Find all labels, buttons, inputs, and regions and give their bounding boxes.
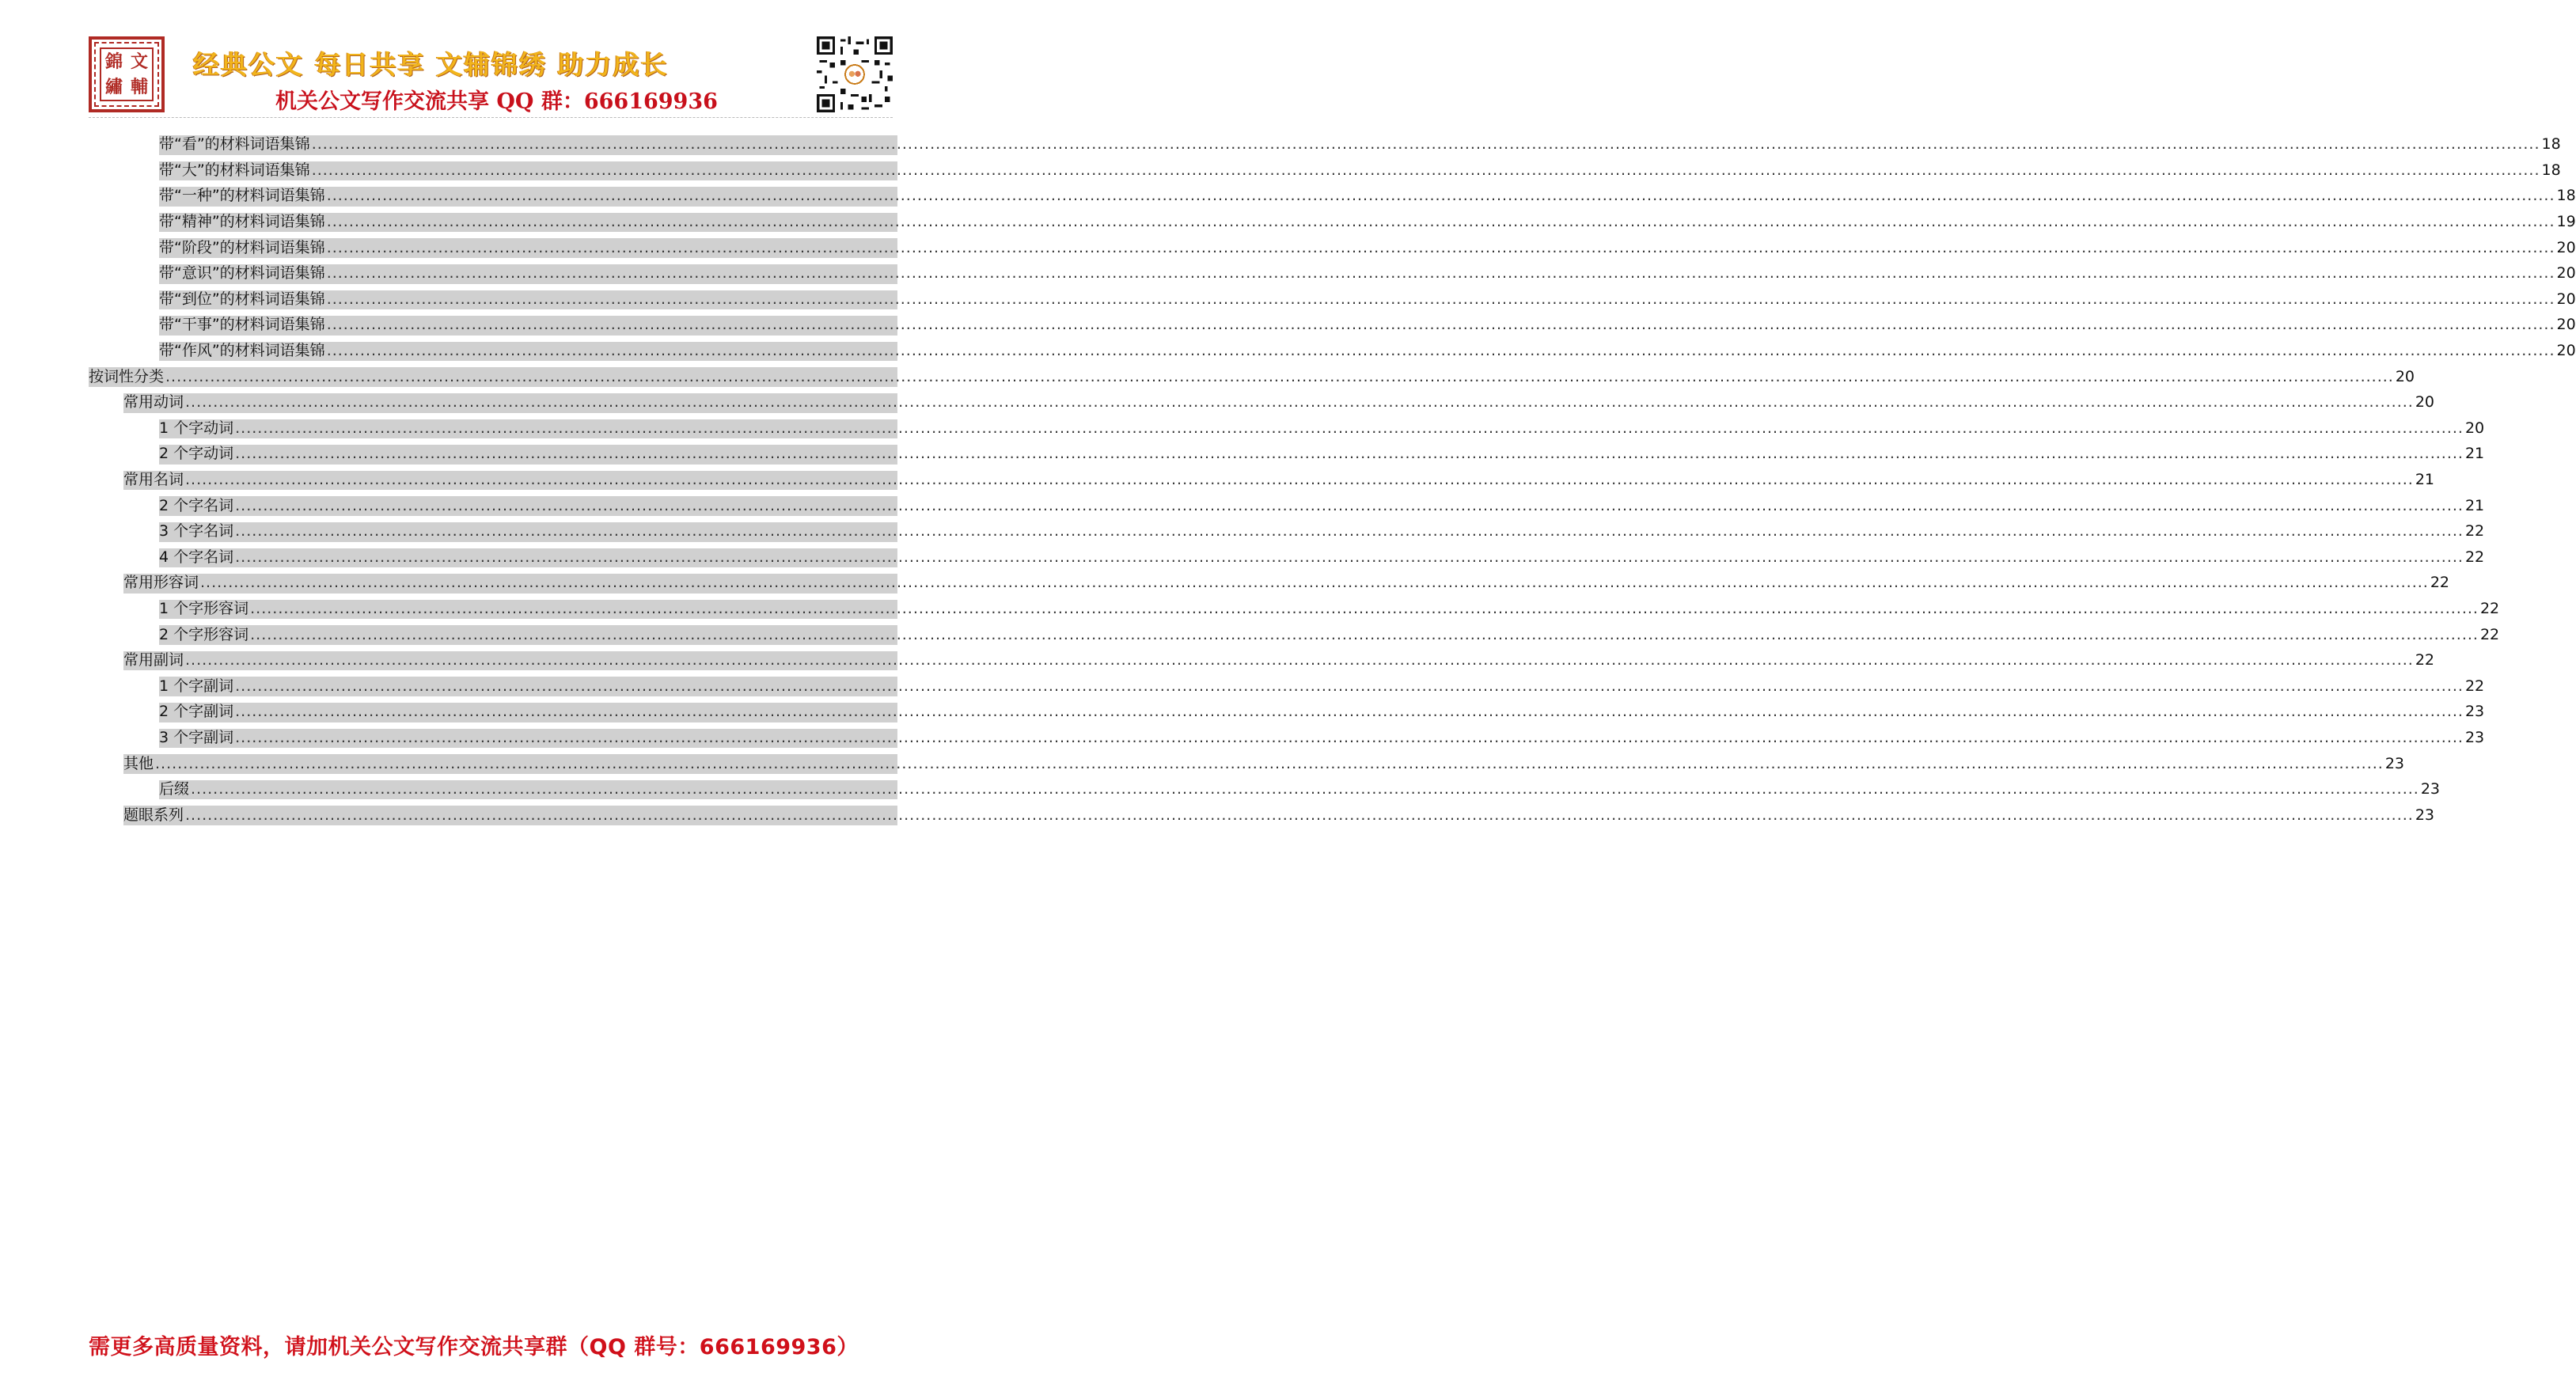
toc-entry-title: 按词性分类 <box>89 367 165 385</box>
toc-entry[interactable] <box>89 673 2485 699</box>
toc-entry[interactable] <box>89 596 2500 622</box>
toc-dot-leader: ................................................................................................................................................................................................................................................................................................................................................................................................................ <box>185 393 2414 411</box>
toc-dot-leader: ................................................................................................................................................................................................................................................................................................................................................................................................................ <box>326 264 2555 283</box>
toc-entry[interactable] <box>89 492 2485 518</box>
toc-entry-title: 常用动词 <box>123 393 184 411</box>
toc-entry-page-number: 20 <box>2415 393 2435 411</box>
toc-entry[interactable] <box>89 776 2441 802</box>
toc-dot-leader: ................................................................................................................................................................................................................................................................................................................................................................................................................ <box>326 238 2555 256</box>
toc-entry-page-number: 23 <box>2420 780 2441 798</box>
toc-entry[interactable] <box>89 131 2561 157</box>
toc-entry[interactable] <box>89 338 2576 364</box>
toc-entry-title: 其他 <box>123 754 154 772</box>
toc-entry-title: 1 个字动词 <box>159 419 234 437</box>
seal-char: 文 <box>130 51 148 72</box>
toc-dot-leader: ................................................................................................................................................................................................................................................................................................................................................................................................................ <box>235 728 2464 746</box>
seal-char: 錦 <box>104 51 123 72</box>
toc-dot-leader: ................................................................................................................................................................................................................................................................................................................................................................................................................ <box>326 213 2555 231</box>
toc-entry-page-number: 23 <box>2415 806 2435 824</box>
toc-entry-title: 带“阶段”的材料词语集锦 <box>159 238 325 256</box>
table-of-contents <box>89 131 2576 828</box>
toc-entry-page-number: 22 <box>2464 548 2485 566</box>
toc-dot-leader: ................................................................................................................................................................................................................................................................................................................................................................................................................ <box>235 677 2464 695</box>
toc-entry-page-number: 20 <box>2395 367 2415 385</box>
toc-entry-page-number: 22 <box>2415 651 2435 669</box>
toc-entry-page-number: 20 <box>2556 264 2576 283</box>
toc-dot-leader: ................................................................................................................................................................................................................................................................................................................................................................................................................ <box>326 316 2555 334</box>
qr-code-icon <box>817 36 893 112</box>
toc-entry[interactable] <box>89 260 2576 286</box>
toc-dot-leader: ................................................................................................................................................................................................................................................................................................................................................................................................................ <box>326 290 2555 308</box>
toc-entry-page-number: 20 <box>2556 342 2576 360</box>
toc-entry[interactable] <box>89 647 2435 673</box>
toc-entry-title: 带“干事”的材料词语集锦 <box>159 316 325 334</box>
seal-logo <box>89 36 165 112</box>
toc-dot-leader: ................................................................................................................................................................................................................................................................................................................................................................................................................ <box>165 367 2394 385</box>
toc-entry-page-number: 22 <box>2430 574 2450 592</box>
toc-entry-title: 3 个字名词 <box>159 522 234 540</box>
toc-entry-title: 后缀 <box>159 780 190 798</box>
toc-entry[interactable] <box>89 312 2576 338</box>
toc-entry[interactable] <box>89 621 2500 647</box>
toc-entry[interactable] <box>89 725 2485 751</box>
toc-dot-leader: ................................................................................................................................................................................................................................................................................................................................................................................................................ <box>311 135 2540 154</box>
toc-dot-leader: ................................................................................................................................................................................................................................................................................................................................................................................................................ <box>200 574 2429 592</box>
toc-entry-page-number: 22 <box>2479 625 2500 643</box>
toc-entry-title: 2 个字副词 <box>159 703 234 721</box>
toc-entry[interactable] <box>89 802 2435 828</box>
toc-entry[interactable] <box>89 570 2450 596</box>
toc-entry[interactable] <box>89 544 2485 571</box>
toc-entry-title: 2 个字动词 <box>159 445 234 463</box>
toc-entry-page-number: 20 <box>2556 316 2576 334</box>
toc-entry-page-number: 20 <box>2556 238 2576 256</box>
toc-entry-title: 常用名词 <box>123 471 184 489</box>
toc-entry-page-number: 21 <box>2464 445 2485 463</box>
toc-entry-page-number: 22 <box>2479 599 2500 617</box>
toc-entry-page-number: 18 <box>2556 187 2576 205</box>
toc-dot-leader: ................................................................................................................................................................................................................................................................................................................................................................................................................ <box>235 522 2464 540</box>
toc-dot-leader: ................................................................................................................................................................................................................................................................................................................................................................................................................ <box>326 187 2555 205</box>
toc-entry-title: 1 个字形容词 <box>159 599 249 617</box>
toc-entry[interactable] <box>89 209 2576 235</box>
toc-entry[interactable] <box>89 183 2576 209</box>
toc-entry-title: 带“到位”的材料词语集锦 <box>159 290 325 308</box>
toc-entry-title: 2 个字名词 <box>159 496 234 514</box>
toc-dot-leader: ................................................................................................................................................................................................................................................................................................................................................................................................................ <box>235 445 2464 463</box>
toc-dot-leader: ................................................................................................................................................................................................................................................................................................................................................................................................................ <box>191 780 2419 798</box>
toc-entry[interactable] <box>89 389 2435 415</box>
toc-entry-title: 带“看”的材料词语集锦 <box>159 135 310 154</box>
seal-char: 輔 <box>130 77 148 97</box>
toc-entry-page-number: 21 <box>2464 496 2485 514</box>
toc-dot-leader: ................................................................................................................................................................................................................................................................................................................................................................................................................ <box>235 548 2464 566</box>
header-slogan: 经典公文 每日共享 文辅锦绣 助力成长 <box>193 49 669 80</box>
toc-entry-title: 4 个字名词 <box>159 548 234 566</box>
toc-entry-page-number: 20 <box>2464 419 2485 437</box>
toc-entry[interactable] <box>89 467 2435 493</box>
toc-entry-title: 常用形容词 <box>123 574 199 592</box>
seal-characters <box>100 47 154 101</box>
toc-entry[interactable] <box>89 518 2485 544</box>
toc-entry-title: 带“意识”的材料词语集锦 <box>159 264 325 283</box>
toc-dot-leader: ................................................................................................................................................................................................................................................................................................................................................................................................................ <box>250 599 2479 617</box>
toc-entry-page-number: 21 <box>2415 471 2435 489</box>
footer-promo: 需更多高质量资料，请加机关公文写作交流共享群（QQ 群号：666169936） <box>89 1335 859 1360</box>
toc-entry[interactable] <box>89 234 2576 260</box>
toc-entry-title: 常用副词 <box>123 651 184 669</box>
toc-dot-leader: ................................................................................................................................................................................................................................................................................................................................................................................................................ <box>250 625 2479 643</box>
toc-entry-title: 1 个字副词 <box>159 677 234 695</box>
toc-dot-leader: ................................................................................................................................................................................................................................................................................................................................................................................................................ <box>235 496 2464 514</box>
toc-entry[interactable] <box>89 699 2485 725</box>
toc-entry[interactable] <box>89 441 2485 467</box>
toc-entry[interactable] <box>89 157 2561 184</box>
toc-entry-page-number: 20 <box>2556 290 2576 308</box>
toc-entry[interactable] <box>89 415 2485 442</box>
toc-entry-title: 带“一种”的材料词语集锦 <box>159 187 325 205</box>
toc-entry-page-number: 22 <box>2464 677 2485 695</box>
toc-entry-title: 带“精神”的材料词语集锦 <box>159 213 325 231</box>
toc-entry-title: 题眼系列 <box>123 806 184 824</box>
toc-entry-title: 3 个字副词 <box>159 728 234 746</box>
toc-dot-leader: ................................................................................................................................................................................................................................................................................................................................................................................................................ <box>155 754 2384 772</box>
header-qq-group: 机关公文写作交流共享 QQ 群：666169936 <box>275 89 718 114</box>
toc-entry-page-number: 18 <box>2541 135 2561 154</box>
toc-entry-page-number: 23 <box>2384 754 2405 772</box>
toc-dot-leader: ................................................................................................................................................................................................................................................................................................................................................................................................................ <box>185 471 2414 489</box>
toc-dot-leader: ................................................................................................................................................................................................................................................................................................................................................................................................................ <box>185 651 2414 669</box>
toc-entry[interactable] <box>89 286 2576 313</box>
toc-entry-title: 带“大”的材料词语集锦 <box>159 161 310 179</box>
toc-entry-page-number: 23 <box>2464 703 2485 721</box>
toc-dot-leader: ................................................................................................................................................................................................................................................................................................................................................................................................................ <box>326 342 2555 360</box>
toc-entry-page-number: 23 <box>2464 728 2485 746</box>
toc-entry-title: 2 个字形容词 <box>159 625 249 643</box>
toc-entry-page-number: 22 <box>2464 522 2485 540</box>
toc-dot-leader: ................................................................................................................................................................................................................................................................................................................................................................................................................ <box>235 419 2464 437</box>
toc-entry[interactable] <box>89 750 2405 776</box>
toc-dot-leader: ................................................................................................................................................................................................................................................................................................................................................................................................................ <box>311 161 2540 179</box>
toc-dot-leader: ................................................................................................................................................................................................................................................................................................................................................................................................................ <box>185 806 2414 824</box>
toc-entry[interactable] <box>89 363 2415 389</box>
header-divider <box>89 117 893 118</box>
toc-entry-page-number: 18 <box>2541 161 2561 179</box>
seal-char: 繡 <box>104 77 123 97</box>
page-header <box>89 36 893 116</box>
toc-entry-title: 带“作风”的材料词语集锦 <box>159 342 325 360</box>
toc-entry-page-number: 19 <box>2556 213 2576 231</box>
toc-dot-leader: ................................................................................................................................................................................................................................................................................................................................................................................................................ <box>235 703 2464 721</box>
